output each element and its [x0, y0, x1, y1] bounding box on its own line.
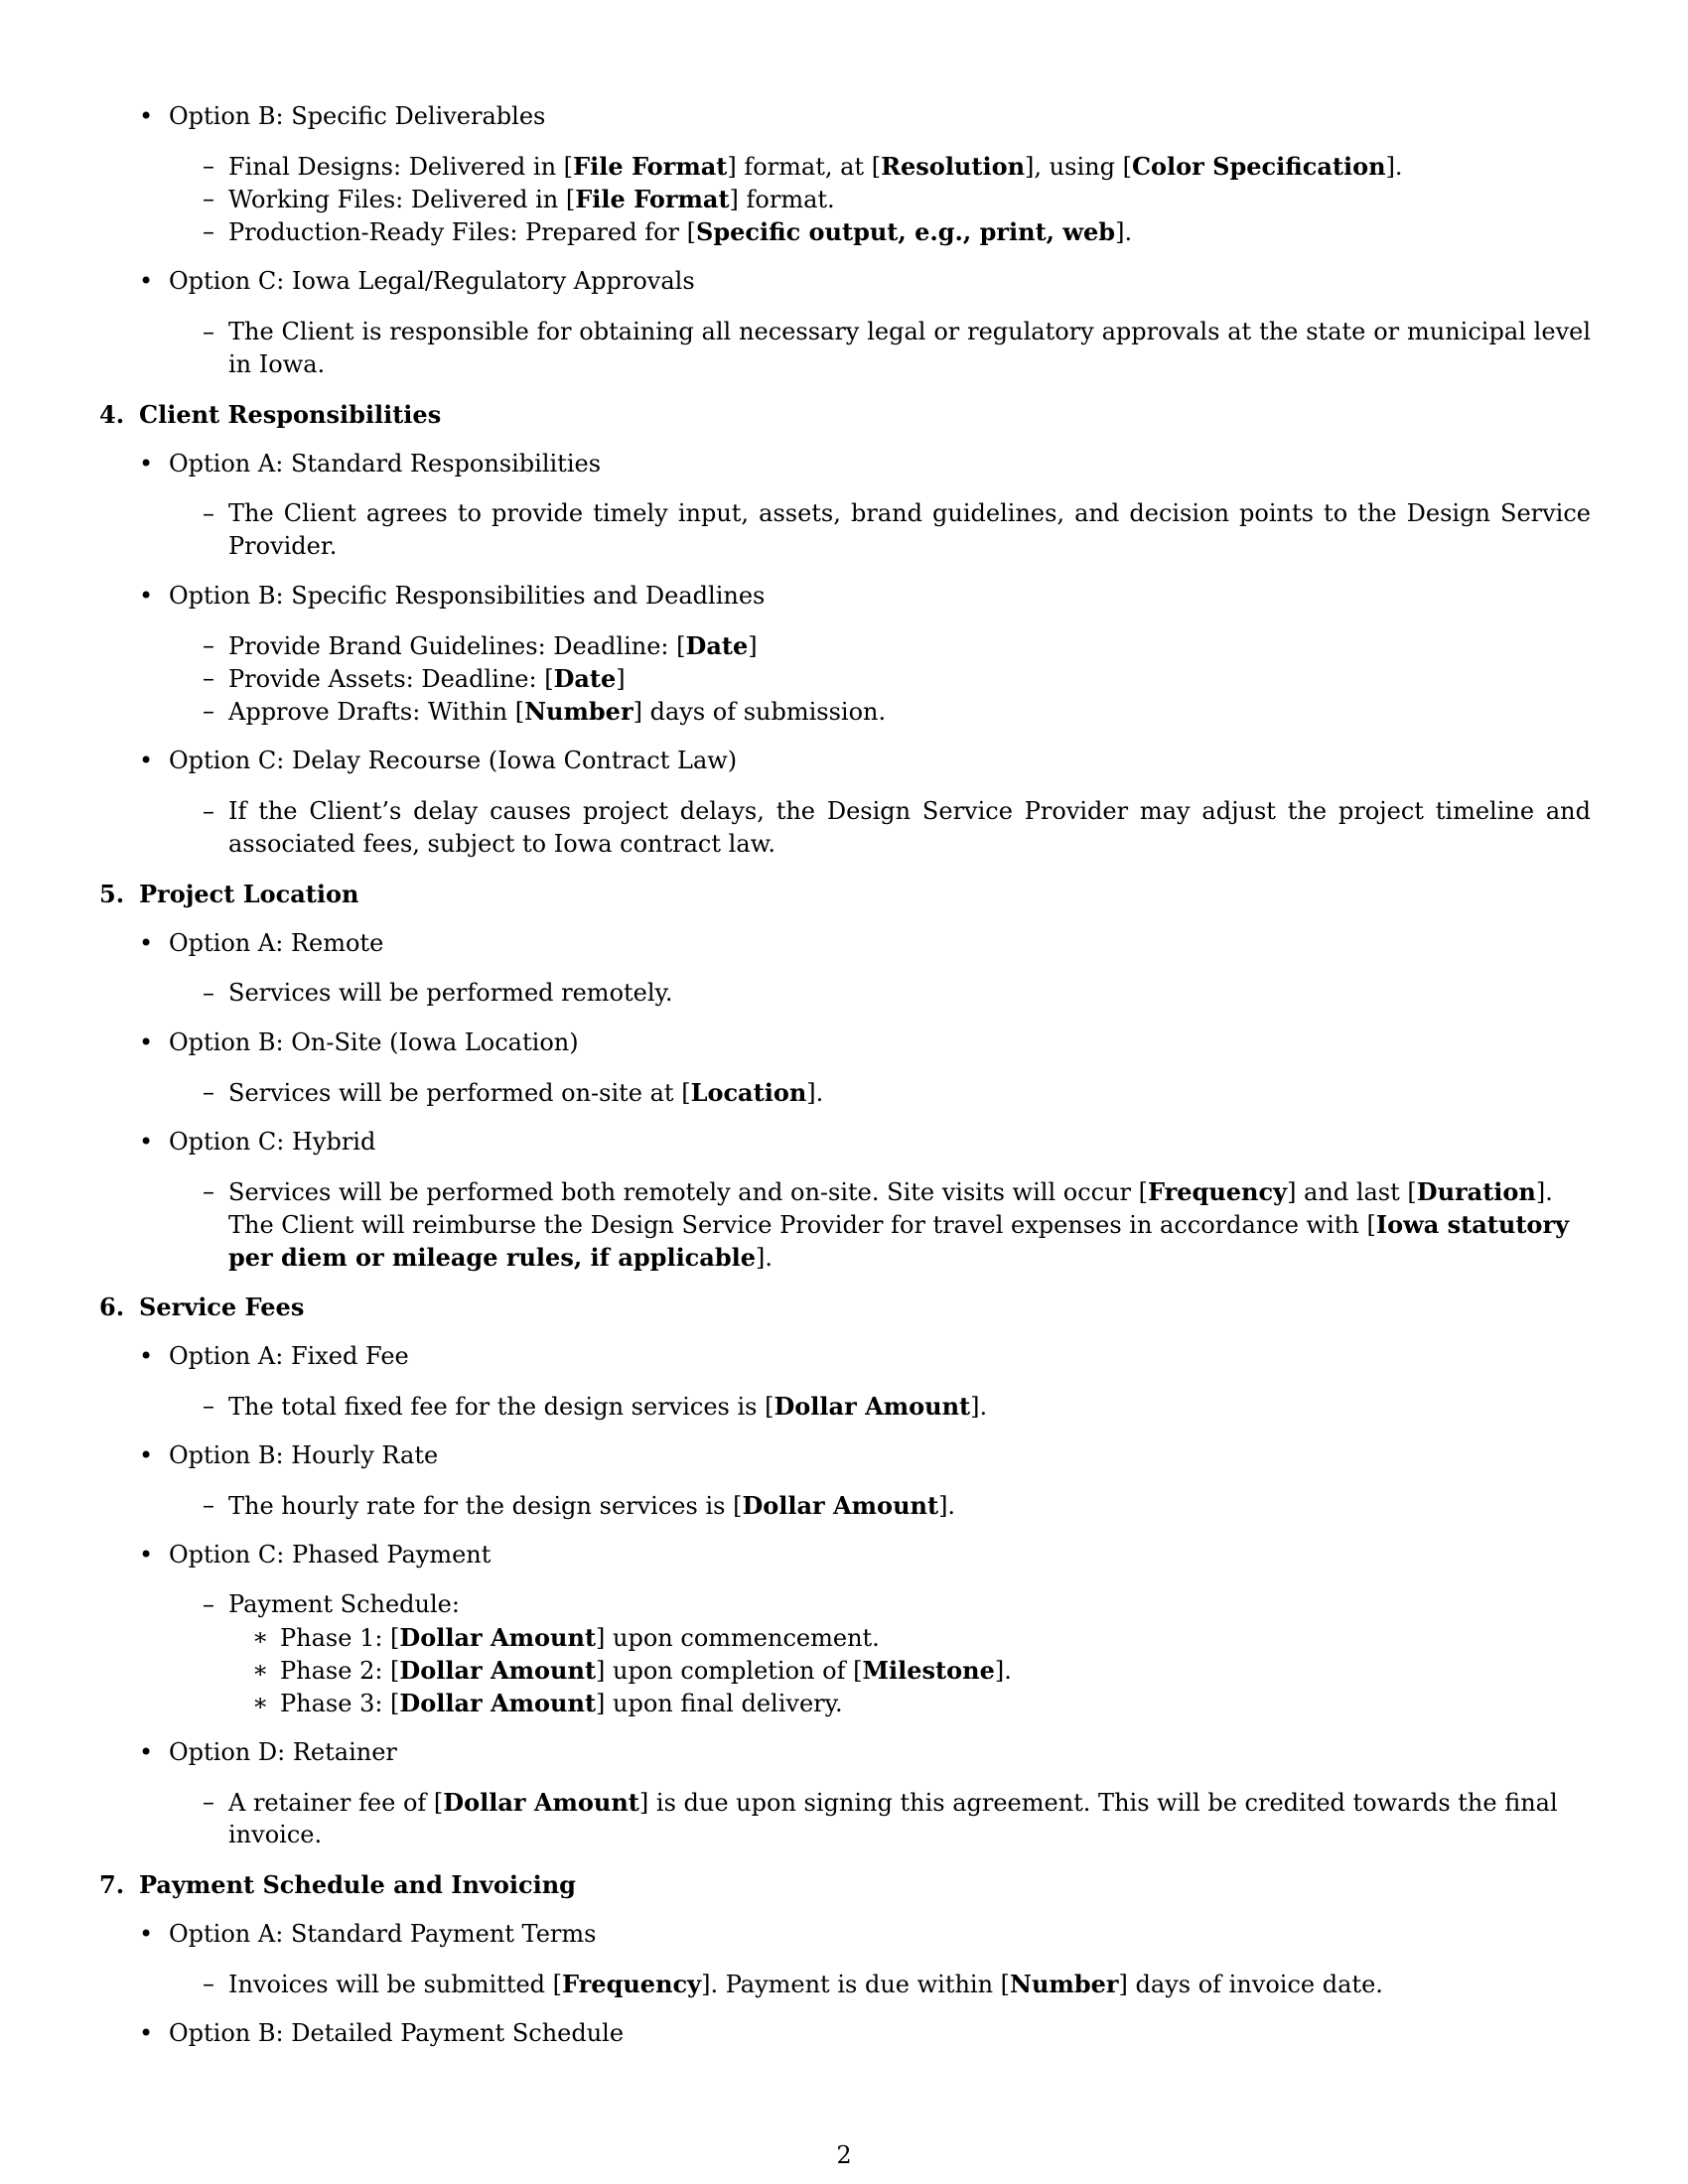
- list-item: Production-Ready Files: Prepared for [Specific output, e.g., print, web].: [228, 217, 1133, 246]
- dash: –: [203, 979, 214, 1007]
- star: ∗: [252, 1623, 269, 1651]
- option-label: Option B: Specific Deliverables: [169, 102, 546, 130]
- section-title: Client Responsibilities: [139, 400, 442, 429]
- bullet: •: [139, 102, 154, 130]
- dash: –: [203, 797, 214, 825]
- star: ∗: [252, 1656, 269, 1684]
- dash: –: [203, 318, 214, 345]
- bullet: •: [139, 1541, 154, 1569]
- bullet: •: [139, 747, 154, 774]
- dash: –: [203, 499, 214, 527]
- dash: –: [203, 664, 214, 692]
- paragraph-line: A retainer fee of [Dollar Amount] is due upon signing this agreement. This will be credited towards the final: [228, 1788, 1558, 1817]
- option-label: Option B: Detailed Payment Schedule: [169, 2019, 625, 2047]
- bullet: •: [139, 1738, 154, 1766]
- option-label: Option B: On-Site (Iowa Location): [169, 1028, 579, 1056]
- option-label: Option C: Phased Payment: [169, 1541, 492, 1569]
- paragraph-line: Services will be performed both remotely and on-site. Site visits will occur [Frequency] and last [Duration].: [228, 1177, 1553, 1206]
- dash: –: [203, 631, 214, 659]
- section-number: 7.: [99, 1870, 125, 1899]
- section-number: 6.: [99, 1293, 125, 1321]
- list-item: The hourly rate for the design services is [Dollar Amount].: [228, 1491, 956, 1520]
- paragraph-line: Provider.: [228, 532, 338, 560]
- list-item: Phase 1: [Dollar Amount] upon commencement.: [280, 1623, 880, 1652]
- paragraph-line: in Iowa.: [228, 350, 326, 378]
- dash: –: [203, 1491, 214, 1519]
- dash: –: [203, 697, 214, 725]
- bullet: •: [139, 450, 154, 478]
- bullet: •: [139, 1128, 154, 1156]
- bullet: •: [139, 1028, 154, 1056]
- option-label: Option B: Specific Responsibilities and Deadlines: [169, 582, 766, 610]
- option-label: Option C: Iowa Legal/Regulatory Approvals: [169, 267, 695, 295]
- dash: –: [203, 1970, 214, 1997]
- dash: –: [203, 1392, 214, 1420]
- paragraph-line: invoice.: [228, 1821, 323, 1848]
- dash: –: [203, 152, 214, 180]
- section-title: Payment Schedule and Invoicing: [139, 1870, 576, 1899]
- schedule-label: Payment Schedule:: [228, 1590, 460, 1618]
- list-item: Final Designs: Delivered in [File Format] format, at [Resolution], using [Color Specification].: [228, 152, 1403, 181]
- paragraph-line: The Client will reimburse the Design Service Provider for travel expenses in accordance with [Iowa statutory: [228, 1210, 1570, 1239]
- bullet: •: [139, 929, 154, 957]
- section-title: Project Location: [139, 880, 359, 908]
- list-item: Phase 2: [Dollar Amount] upon completion of [Milestone].: [280, 1656, 1012, 1685]
- section-number: 4.: [99, 400, 125, 429]
- option-label: Option A: Fixed Fee: [169, 1342, 409, 1370]
- star: ∗: [252, 1689, 269, 1716]
- list-item: Working Files: Delivered in [File Format] format.: [228, 185, 835, 213]
- option-label: Option C: Delay Recourse (Iowa Contract Law): [169, 747, 738, 774]
- page-number: 2: [836, 2141, 852, 2169]
- dash: –: [203, 1177, 214, 1205]
- bullet: •: [139, 2019, 154, 2047]
- paragraph-line: The Client agrees to provide timely input, assets, brand guidelines, and decision points to the Design Service: [228, 499, 1591, 527]
- list-item: Services will be performed on-site at [Location].: [228, 1078, 824, 1107]
- bullet: •: [139, 1441, 154, 1469]
- option-label: Option D: Retainer: [169, 1738, 397, 1766]
- bullet: •: [139, 267, 154, 295]
- option-label: Option B: Hourly Rate: [169, 1441, 439, 1469]
- paragraph-line: per diem or mileage rules, if applicable].: [228, 1243, 774, 1272]
- list-item: The total fixed fee for the design services is [Dollar Amount].: [228, 1392, 988, 1421]
- dash: –: [203, 217, 214, 245]
- list-item: Provide Assets: Deadline: [Date]: [228, 664, 626, 693]
- dash: –: [203, 1788, 214, 1816]
- option-label: Option A: Standard Payment Terms: [169, 1920, 597, 1948]
- option-label: Option C: Hybrid: [169, 1128, 376, 1156]
- dash: –: [203, 1590, 214, 1618]
- list-item: Approve Drafts: Within [Number] days of submission.: [228, 697, 887, 726]
- dash: –: [203, 185, 214, 212]
- bullet: •: [139, 582, 154, 610]
- list-item: Phase 3: [Dollar Amount] upon final delivery.: [280, 1689, 843, 1717]
- paragraph-line: If the Client’s delay causes project delays, the Design Service Provider may adjust the project timeline and: [228, 797, 1591, 825]
- list-item: Provide Brand Guidelines: Deadline: [Date]: [228, 631, 758, 660]
- section-number: 5.: [99, 880, 125, 908]
- list-item: Invoices will be submitted [Frequency]. Payment is due within [Number] days of invoice date.: [228, 1970, 1383, 1998]
- option-label: Option A: Remote: [169, 929, 384, 957]
- section-title: Service Fees: [139, 1293, 305, 1321]
- bullet: •: [139, 1342, 154, 1370]
- paragraph-line: The Client is responsible for obtaining all necessary legal or regulatory approvals at the state or municipal level: [228, 318, 1591, 345]
- dash: –: [203, 1078, 214, 1106]
- paragraph-line: Services will be performed remotely.: [228, 979, 673, 1007]
- option-label: Option A: Standard Responsibilities: [169, 450, 602, 478]
- paragraph-line: associated fees, subject to Iowa contract law.: [228, 830, 775, 858]
- bullet: •: [139, 1920, 154, 1948]
